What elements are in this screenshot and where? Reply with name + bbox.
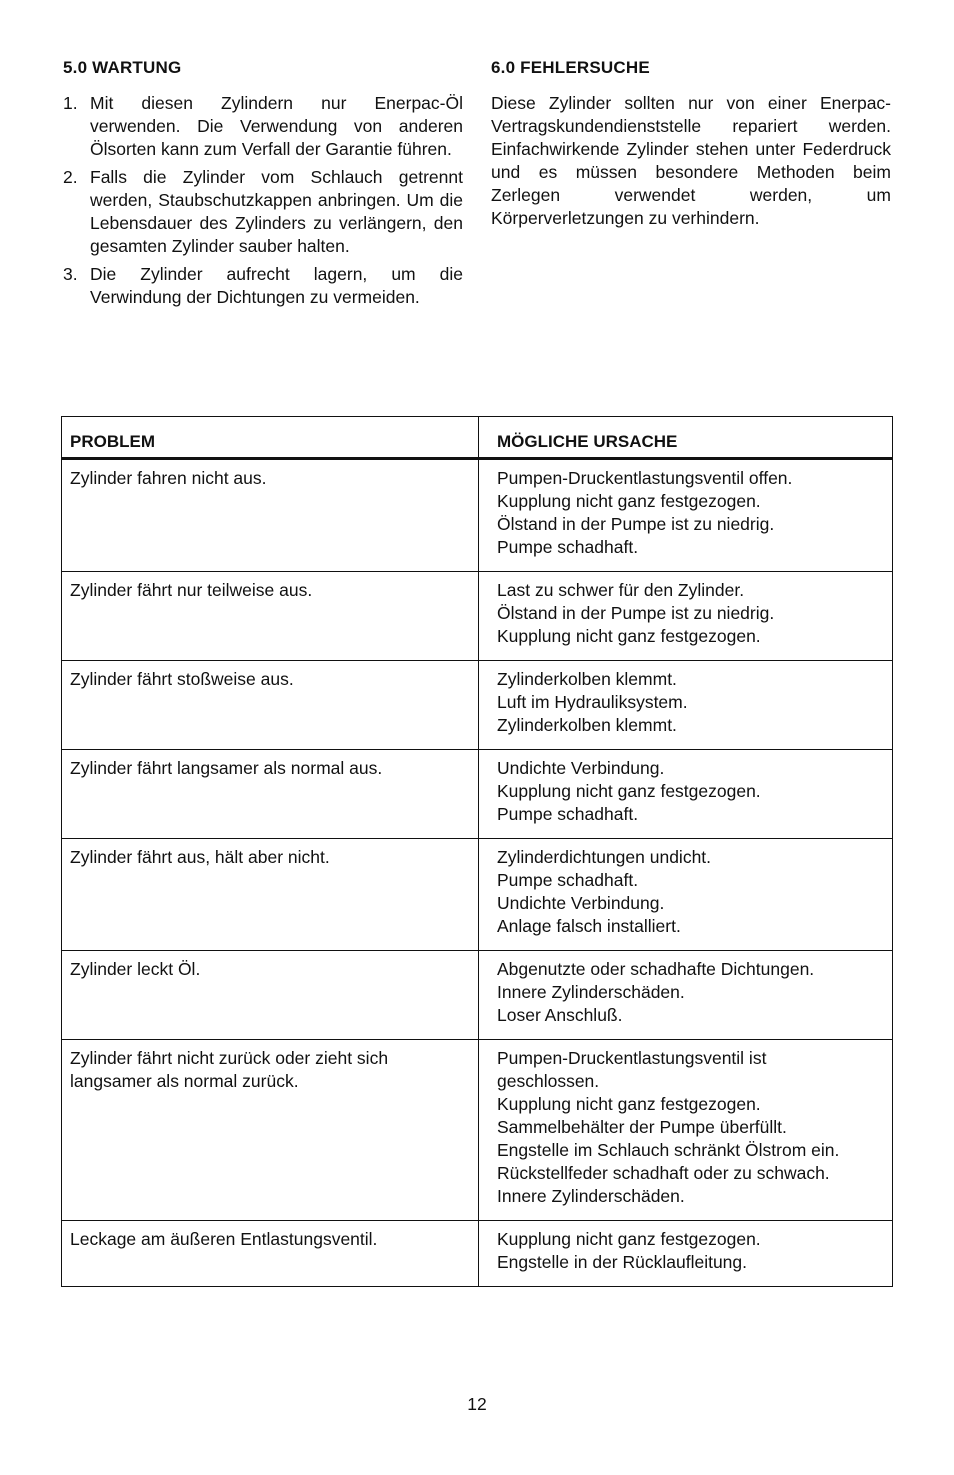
cause-line: Loser Anschluß. bbox=[497, 1005, 623, 1025]
cause-line: Zylinderdichtungen undicht. bbox=[497, 847, 712, 867]
maintenance-item bbox=[63, 166, 463, 258]
troubleshooting-intro: Diese Zylinder sollten nur von einer Enerpac-Vertragskundendienststelle repariert werden. Einfachwirkende Zylinder stehen unter Federdruck und es müssen besondere Methoden beim Zerlegen verwendet werden, um Körperverletzungen zu verhindern. bbox=[491, 93, 891, 228]
cause-cell bbox=[479, 661, 893, 750]
cause-cell bbox=[479, 1040, 893, 1221]
cause-line: Pumpen-Druckentlastungsventil offen. bbox=[497, 468, 793, 488]
problem-cell: Leckage am äußeren Entlastungsventil. bbox=[62, 1221, 479, 1287]
item-number: 1. bbox=[63, 93, 78, 113]
problem-cell: Zylinder fährt aus, hält aber nicht. bbox=[62, 839, 479, 951]
cause-line: Zylinderkolben klemmt. bbox=[497, 669, 677, 689]
cause-line: Kupplung nicht ganz festgezogen. bbox=[497, 1094, 761, 1114]
cause-line: Undichte Verbindung. bbox=[497, 758, 665, 778]
troubleshooting-table bbox=[61, 416, 893, 1287]
cause-line: Luft im Hydrauliksystem. bbox=[497, 692, 688, 712]
table-body bbox=[62, 459, 893, 1287]
problem-cell: Zylinder fährt langsamer als normal aus. bbox=[62, 750, 479, 839]
item-text: Falls die Zylinder vom Schlauch getrennt werden, Staubschutzkappen anbringen. Um die Lebensdauer des Zylinders zu verlängern, den gesamten Zylinder sauber halten. bbox=[90, 167, 463, 256]
page-number: 12 bbox=[467, 1394, 487, 1414]
problem-cell: Zylinder fährt stoßweise aus. bbox=[62, 661, 479, 750]
item-text: Die Zylinder aufrecht lagern, um die Verwindung der Dichtungen zu vermeiden. bbox=[90, 264, 463, 307]
cause-line: Kupplung nicht ganz festgezogen. bbox=[497, 1229, 761, 1249]
cause-cell bbox=[479, 1221, 893, 1287]
maintenance-item bbox=[63, 263, 463, 309]
maintenance-item bbox=[63, 92, 463, 161]
item-text: Mit diesen Zylindern nur Enerpac-Öl verwenden. Die Verwendung von anderen Ölsorten kann zum Verfall der Garantie führen. bbox=[90, 93, 463, 159]
cause-line: Ölstand in der Pumpe ist zu niedrig. bbox=[497, 603, 775, 623]
cause-line: Engstelle in der Rücklaufleitung. bbox=[497, 1252, 748, 1272]
maintenance-section bbox=[63, 58, 463, 314]
cause-line: geschlossen. bbox=[497, 1071, 600, 1091]
table-row bbox=[62, 661, 893, 750]
cause-line: Ölstand in der Pumpe ist zu niedrig. bbox=[497, 514, 775, 534]
cause-line: Innere Zylinderschäden. bbox=[497, 982, 685, 1002]
cause-cell bbox=[479, 951, 893, 1040]
cause-line: Abgenutzte oder schadhafte Dichtungen. bbox=[497, 959, 815, 979]
cause-line: Innere Zylinderschäden. bbox=[497, 1186, 685, 1206]
problem-cell: Zylinder fährt nur teilweise aus. bbox=[62, 572, 479, 661]
cause-line: Zylinderkolben klemmt. bbox=[497, 715, 677, 735]
troubleshooting-heading: 6.0 FEHLERSUCHE bbox=[491, 58, 650, 77]
table-row bbox=[62, 750, 893, 839]
problem-cell: Zylinder leckt Öl. bbox=[62, 951, 479, 1040]
item-number: 3. bbox=[63, 264, 78, 284]
problem-cell: Zylinder fahren nicht aus. bbox=[62, 459, 479, 572]
cause-cell bbox=[479, 459, 893, 572]
table-row bbox=[62, 951, 893, 1040]
maintenance-heading: 5.0 WARTUNG bbox=[63, 58, 182, 77]
troubleshooting-section bbox=[491, 58, 891, 230]
cause-line: Pumpe schadhaft. bbox=[497, 804, 639, 824]
cause-line: Kupplung nicht ganz festgezogen. bbox=[497, 626, 761, 646]
table-row bbox=[62, 1040, 893, 1221]
item-number: 2. bbox=[63, 167, 78, 187]
cause-line: Undichte Verbindung. bbox=[497, 893, 665, 913]
cause-line: Anlage falsch installiert. bbox=[497, 916, 681, 936]
cause-line: Pumpe schadhaft. bbox=[497, 537, 639, 557]
table-row bbox=[62, 572, 893, 661]
table-header-row bbox=[62, 417, 893, 459]
table-row bbox=[62, 839, 893, 951]
cause-line: Pumpen-Druckentlastungsventil ist bbox=[497, 1048, 767, 1068]
cause-cell bbox=[479, 572, 893, 661]
cause-cell bbox=[479, 839, 893, 951]
header-cause: MÖGLICHE URSACHE bbox=[479, 417, 893, 459]
header-problem: PROBLEM bbox=[62, 417, 479, 459]
cause-line: Sammelbehälter der Pumpe überfüllt. bbox=[497, 1117, 787, 1137]
table-row bbox=[62, 1221, 893, 1287]
problem-cell: Zylinder fährt nicht zurück oder zieht sich langsamer als normal zurück. bbox=[62, 1040, 479, 1221]
cause-line: Pumpe schadhaft. bbox=[497, 870, 639, 890]
maintenance-list bbox=[63, 92, 463, 309]
cause-line: Last zu schwer für den Zylinder. bbox=[497, 580, 745, 600]
cause-line: Kupplung nicht ganz festgezogen. bbox=[497, 781, 761, 801]
cause-cell bbox=[479, 750, 893, 839]
cause-line: Engstelle im Schlauch schränkt Ölstrom ein. bbox=[497, 1140, 840, 1160]
cause-line: Kupplung nicht ganz festgezogen. bbox=[497, 491, 761, 511]
table-row bbox=[62, 459, 893, 572]
cause-line: Rückstellfeder schadhaft oder zu schwach. bbox=[497, 1163, 830, 1183]
